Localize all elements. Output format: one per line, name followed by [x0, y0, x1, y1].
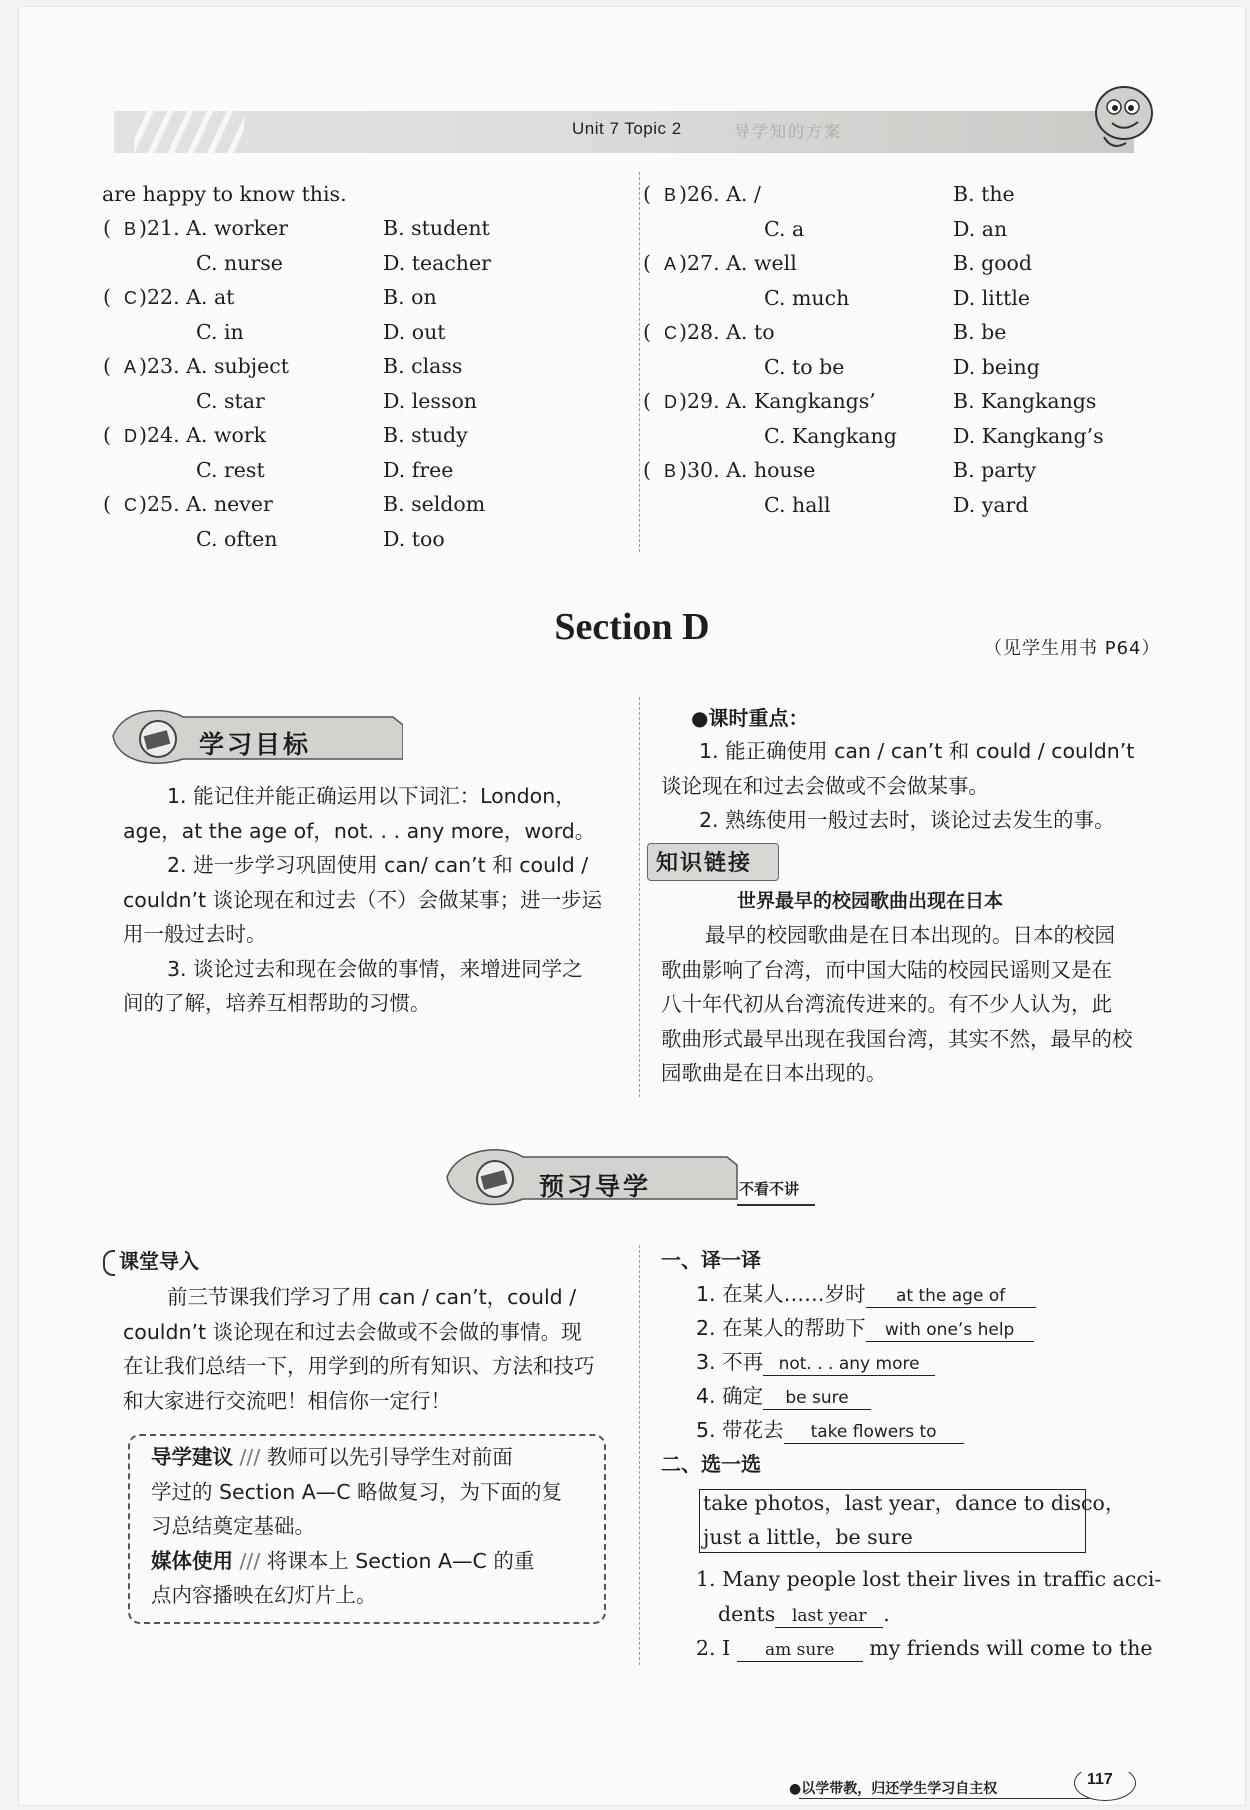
header-ghost-text: 导学知的方案	[734, 122, 843, 141]
option-d: D. lesson	[383, 388, 478, 413]
knowledge-badge-label: 知识链接	[656, 851, 753, 876]
answer-paren: ( C	[643, 320, 678, 344]
section-title: Section D	[554, 606, 710, 648]
option-c: C. to be	[764, 354, 845, 379]
knowledge-line: 歌曲影响了台湾，而中国大陆的校园民谣则又是在	[661, 957, 1112, 982]
classroom-line: couldn’t 谈论现在和过去会做或不会做的事情。现	[123, 1319, 582, 1344]
textbook-reference: （见学生用书 P64）	[984, 638, 1161, 659]
classroom-heading	[101, 1247, 241, 1275]
knowledge-line: 八十年代初从台湾流传进来的。有不少人认为，此	[661, 992, 1112, 1016]
question-21	[103, 211, 603, 280]
option-c: C. rest	[196, 457, 265, 482]
teaching-tips-text: 导学建议 /// 教师可以先引导学生对前面 学过的 Section A—C 略做复习，为下面的复 习总结奠定基础。 媒体使用 /// 将课本上 Section A—C 的重 点内容播映在幻灯片上。	[151, 1440, 601, 1613]
translate-answer: with one’s help	[866, 1319, 1034, 1342]
answer-letter: D	[124, 426, 138, 446]
tip-text: 点内容播映在幻灯片上。	[151, 1583, 377, 1607]
intro-line: are happy to know this.	[102, 182, 347, 206]
option-c: C. Kangkang	[764, 423, 897, 448]
question-text: 2. I	[696, 1636, 731, 1660]
option-b: B. seldom	[383, 492, 486, 516]
translate-question: 2. 在某人的帮助下	[696, 1316, 866, 1340]
answer-paren: ( A	[643, 251, 677, 275]
knowledge-title: 世界最早的校园歌曲出现在日本	[737, 890, 1004, 912]
option-d: D. out	[383, 319, 446, 344]
goals-line: 1. 能记住并能正确运用以下词汇：London，	[167, 784, 576, 808]
keypoints-line: 谈论现在和过去会做或不会做某事。	[661, 773, 989, 798]
knowledge-line: 歌曲形式最早出现在我国台湾，其实不然，最早的校	[661, 1026, 1133, 1051]
translate-question: 1. 在某人……岁时	[696, 1282, 866, 1306]
question-26	[643, 177, 1163, 246]
tip-text: 学过的 Section A—C 略做复习，为下面的复	[151, 1479, 563, 1504]
translate-item	[696, 1311, 1166, 1345]
option-b: B. on	[383, 285, 437, 309]
header-title: Unit 7 Topic 2	[572, 119, 682, 138]
question-23	[103, 349, 603, 418]
option-d: D. yard	[953, 492, 1029, 517]
column-divider	[639, 697, 640, 1097]
translate-answer: at the age of	[866, 1285, 1036, 1308]
translate-item	[696, 1379, 1166, 1413]
option-b: B. class	[383, 354, 463, 378]
option-c: C. nurse	[196, 250, 283, 275]
banner-stripes	[134, 111, 244, 153]
option-a: )22. A. at	[139, 285, 235, 309]
question-text: dents	[718, 1601, 776, 1626]
question-text: my friends will come to the	[869, 1636, 1153, 1660]
answer-letter: B	[124, 219, 137, 239]
answer-letter: C	[124, 288, 138, 308]
option-c: C. hall	[764, 492, 831, 517]
translate-question: 5. 带花去	[696, 1418, 784, 1442]
choose-question-1: 1. Many people lost their lives in traffic acci- dents last year .	[696, 1562, 1166, 1631]
translate-question: 3. 不再	[696, 1350, 764, 1374]
preview-badge-label: 预习导学	[539, 1172, 652, 1201]
classroom-line: 和大家进行交流吧！相信你一定行！	[123, 1388, 451, 1413]
translate-item	[696, 1277, 1166, 1311]
goals-line: 3. 谈论过去和现在会做的事情，来增进同学之	[167, 956, 583, 981]
option-a: )29. A. Kangkangs’	[679, 389, 876, 413]
option-d: D. free	[383, 457, 454, 482]
option-d: D. teacher	[383, 250, 491, 275]
option-a: )25. A. never	[139, 492, 273, 516]
option-c: C. in	[196, 319, 244, 344]
translate-question: 4. 确定	[696, 1384, 764, 1408]
answer-paren: ( B	[643, 182, 677, 206]
footer-slogan: ●以学带教，归还学生学习自主权	[789, 1781, 998, 1797]
questions-left	[103, 211, 603, 556]
option-a: )28. A. to	[679, 320, 775, 344]
answer-letter: C	[664, 323, 678, 343]
translate-item	[696, 1413, 1166, 1447]
tip-label: 导学建议	[151, 1445, 233, 1469]
option-b: B. be	[953, 320, 1007, 344]
question-30	[643, 453, 1163, 522]
option-a: )24. A. work	[139, 423, 267, 447]
choose-answer: am sure	[737, 1639, 863, 1662]
answer-letter: A	[124, 357, 137, 377]
answer-letter: A	[664, 254, 677, 274]
tip-text: 将课本上 Section A—C 的重	[266, 1548, 535, 1573]
option-c: C. much	[764, 285, 850, 310]
page-number: 117	[1087, 1771, 1113, 1788]
answer-paren: ( C	[103, 285, 138, 309]
preview-note: 不看不讲	[739, 1180, 800, 1198]
classroom-text	[123, 1280, 623, 1418]
mascot-icon	[1084, 77, 1164, 157]
question-24	[103, 418, 603, 487]
option-d: D. too	[383, 526, 445, 551]
question-25	[103, 487, 603, 556]
option-a: )21. A. worker	[139, 216, 288, 240]
option-d: D. being	[953, 354, 1040, 379]
option-a: )26. A. /	[679, 182, 761, 206]
answer-letter: B	[664, 461, 677, 481]
question-28	[643, 315, 1163, 384]
answer-paren: ( B	[643, 458, 677, 482]
option-c: C. often	[196, 526, 278, 551]
question-22	[103, 280, 603, 349]
tip-text: 教师可以先引导学生对前面	[266, 1445, 513, 1469]
answer-paren: ( C	[103, 492, 138, 516]
workbook-page	[18, 6, 1246, 1806]
answer-letter: D	[664, 392, 678, 412]
translate-list	[696, 1277, 1166, 1447]
translate-answer: take flowers to	[784, 1421, 964, 1444]
classroom-line: 在让我们总结一下，用学到的所有知识、方法和技巧	[123, 1354, 595, 1378]
choose-word-box	[699, 1489, 1126, 1553]
knowledge-line: 园歌曲是在日本出现的。	[661, 1061, 887, 1085]
keypoints-text	[661, 734, 1181, 838]
option-d: D. little	[953, 285, 1031, 310]
choose-question-2	[696, 1631, 1166, 1666]
knowledge-line: 最早的校园歌曲是在日本出现的。日本的校园	[705, 923, 1115, 947]
answer-paren: ( B	[103, 216, 137, 240]
option-b: B. good	[953, 251, 1033, 275]
option-d: D. Kangkang’s	[953, 423, 1104, 448]
keypoints-title: ●课时重点：	[691, 706, 809, 730]
goals-line: 用一般过去时。	[123, 922, 267, 946]
questions-right	[643, 177, 1163, 522]
question-text: 1. Many people lost their lives in traffic acci-	[696, 1567, 1162, 1591]
option-d: D. an	[953, 216, 1008, 241]
option-b: B. student	[383, 216, 490, 240]
goals-line: age，at the age of，not. . . any more，word。	[123, 818, 596, 843]
classroom-title: 课堂导入	[119, 1249, 199, 1273]
footer-rule	[799, 1798, 1089, 1799]
answer-paren: ( D	[643, 389, 678, 413]
option-b: B. Kangkangs	[953, 389, 1097, 413]
column-divider	[639, 1245, 640, 1665]
translate-title: 一、译一译	[661, 1248, 761, 1272]
goals-line: 2. 进一步学习巩固使用 can/ can’t 和 could /	[167, 853, 589, 877]
option-b: B. party	[953, 458, 1037, 482]
option-a: )23. A. subject	[139, 354, 290, 378]
keypoints-line: 1. 能正确使用 can / can’t 和 could / couldn’t	[699, 739, 1135, 763]
word-box-line: take photos，last year，dance to disco，	[703, 1491, 1126, 1515]
classroom-line: 前三节课我们学习了用 can / can’t，could /	[167, 1285, 577, 1309]
column-divider	[639, 172, 640, 552]
goals-line: 间的了解，培养互相帮助的习惯。	[123, 991, 431, 1015]
heading-bracket-icon	[103, 1250, 115, 1276]
tip-label: 媒体使用	[151, 1548, 233, 1573]
knowledge-text	[661, 918, 1181, 1091]
question-29	[643, 384, 1163, 453]
option-b: B. study	[383, 423, 468, 447]
header-banner	[114, 111, 1134, 153]
word-box-line: just a little，be sure	[703, 1525, 913, 1549]
choose-answer: last year	[775, 1605, 883, 1628]
goals-badge-label: 学习目标	[199, 730, 312, 759]
answer-paren: ( A	[103, 354, 137, 378]
option-c: C. star	[196, 388, 265, 413]
translate-answer: not. . . any more	[763, 1353, 935, 1376]
option-a: )30. A. house	[679, 458, 816, 482]
question-27	[643, 246, 1163, 315]
option-c: C. a	[764, 216, 805, 241]
tip-text: 习总结奠定基础。	[151, 1514, 315, 1538]
choose-title: 二、选一选	[661, 1452, 761, 1476]
goals-text	[123, 779, 623, 1021]
option-b: B. the	[953, 182, 1015, 206]
translate-item	[696, 1345, 1166, 1379]
keypoints-line: 2. 熟练使用一般过去时，谈论过去发生的事。	[699, 808, 1115, 832]
answer-letter: B	[664, 185, 677, 205]
answer-letter: C	[124, 495, 138, 515]
goals-line: couldn’t 谈论现在和过去（不）会做某事；进一步运	[123, 887, 603, 912]
knowledge-badge	[647, 843, 779, 881]
answer-paren: ( D	[103, 423, 138, 447]
option-a: )27. A. well	[679, 251, 797, 275]
translate-answer: be sure	[763, 1387, 871, 1410]
